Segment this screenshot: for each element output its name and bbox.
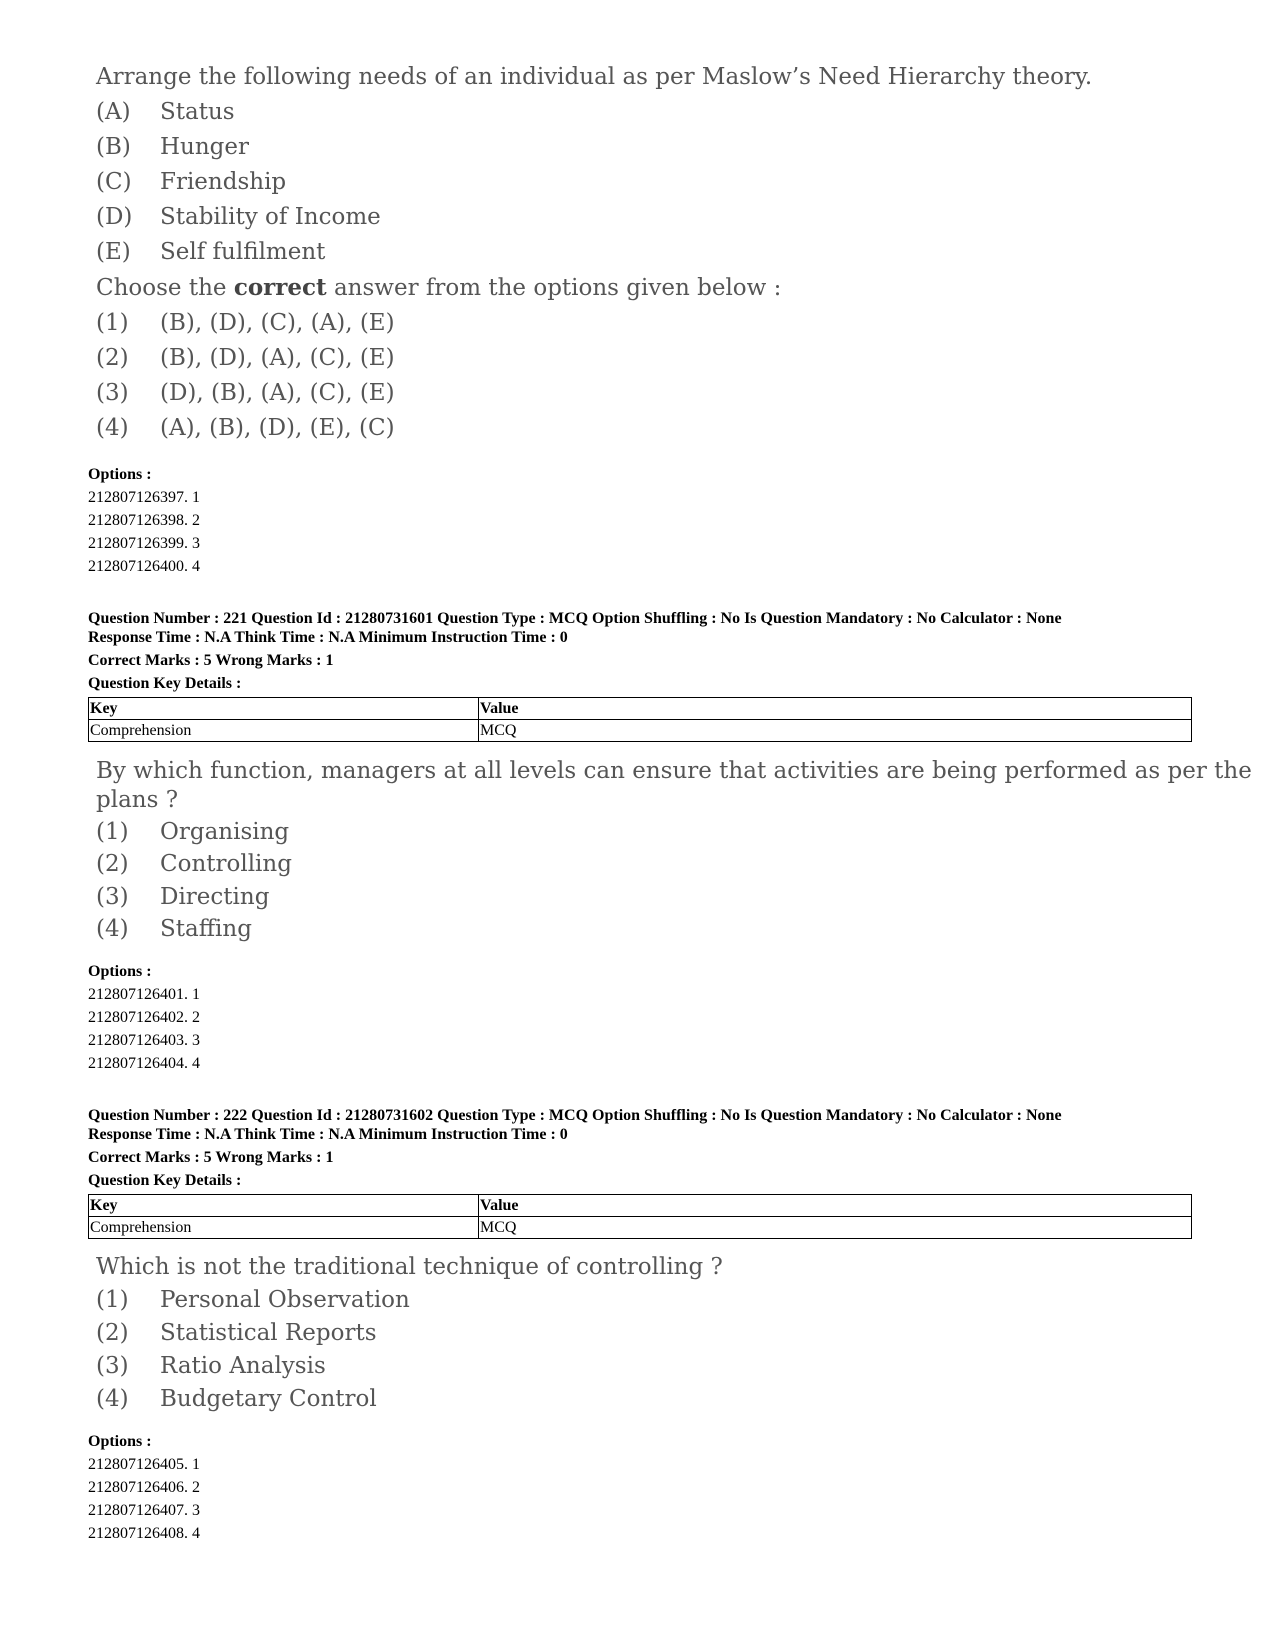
q222-option-4: 212807126408. 4	[88, 1525, 200, 1542]
q221-meta-line1: Question Number : 221 Question Id : 21280731601 Question Type : MCQ Option Shuffling : No Is Question Mandatory : No Calculator : None	[88, 610, 1062, 627]
q220-options-title: Options :	[88, 466, 152, 483]
table-row	[89, 1217, 1192, 1239]
q221-option-4: 212807126404. 4	[88, 1055, 200, 1072]
q220-question-text: Arrange the following needs of an individual as per Maslow’s Need Hierarchy theory.	[96, 64, 1093, 90]
table-cell-value: MCQ	[479, 1217, 1192, 1239]
table-header-value: Value	[479, 1195, 1192, 1217]
q222-options-title: Options :	[88, 1433, 152, 1450]
q222-meta-line1: Question Number : 222 Question Id : 21280731602 Question Type : MCQ Option Shuffling : No Is Question Mandatory : No Calculator : None	[88, 1107, 1062, 1124]
q221-option-2: 212807126402. 2	[88, 1009, 200, 1026]
q221-question-line1: By which function, managers at all levels can ensure that activities are being performed as per the	[96, 758, 1252, 784]
q221-key-table	[88, 697, 1192, 742]
q220-option-3: 212807126399. 3	[88, 535, 200, 552]
table-cell-key: Comprehension	[89, 1217, 479, 1239]
q221-question-line2: plans ?	[96, 787, 179, 813]
q221-option-1: 212807126401. 1	[88, 986, 200, 1003]
table-header-row	[89, 698, 1192, 720]
table-header-value: Value	[479, 698, 1192, 720]
q221-options-title: Options :	[88, 963, 152, 980]
table-cell-key: Comprehension	[89, 720, 479, 742]
q221-key-details-title: Question Key Details :	[88, 675, 242, 692]
q222-option-3: 212807126407. 3	[88, 1502, 200, 1519]
q222-option-2: 212807126406. 2	[88, 1479, 200, 1496]
q220-option-2: 212807126398. 2	[88, 512, 200, 529]
q220-option-1: 212807126397. 1	[88, 489, 200, 506]
table-header-key: Key	[89, 698, 479, 720]
q221-option-3: 212807126403. 3	[88, 1032, 200, 1049]
table-row	[89, 720, 1192, 742]
table-cell-value: MCQ	[479, 720, 1192, 742]
table-header-key: Key	[89, 1195, 479, 1217]
q222-question-text: Which is not the traditional technique of controlling ?	[96, 1254, 723, 1280]
q221-marks: Correct Marks : 5 Wrong Marks : 1	[88, 652, 334, 669]
q222-key-table	[88, 1194, 1192, 1239]
q222-key-details-title: Question Key Details :	[88, 1172, 242, 1189]
q222-marks: Correct Marks : 5 Wrong Marks : 1	[88, 1149, 334, 1166]
q220-instruction: Choose the correct answer from the options given below :	[96, 274, 782, 301]
table-header-row	[89, 1195, 1192, 1217]
q221-meta-line2: Response Time : N.A Think Time : N.A Minimum Instruction Time : 0	[88, 629, 568, 646]
q222-meta-line2: Response Time : N.A Think Time : N.A Minimum Instruction Time : 0	[88, 1126, 568, 1143]
q220-option-4: 212807126400. 4	[88, 558, 200, 575]
q222-option-1: 212807126405. 1	[88, 1456, 200, 1473]
